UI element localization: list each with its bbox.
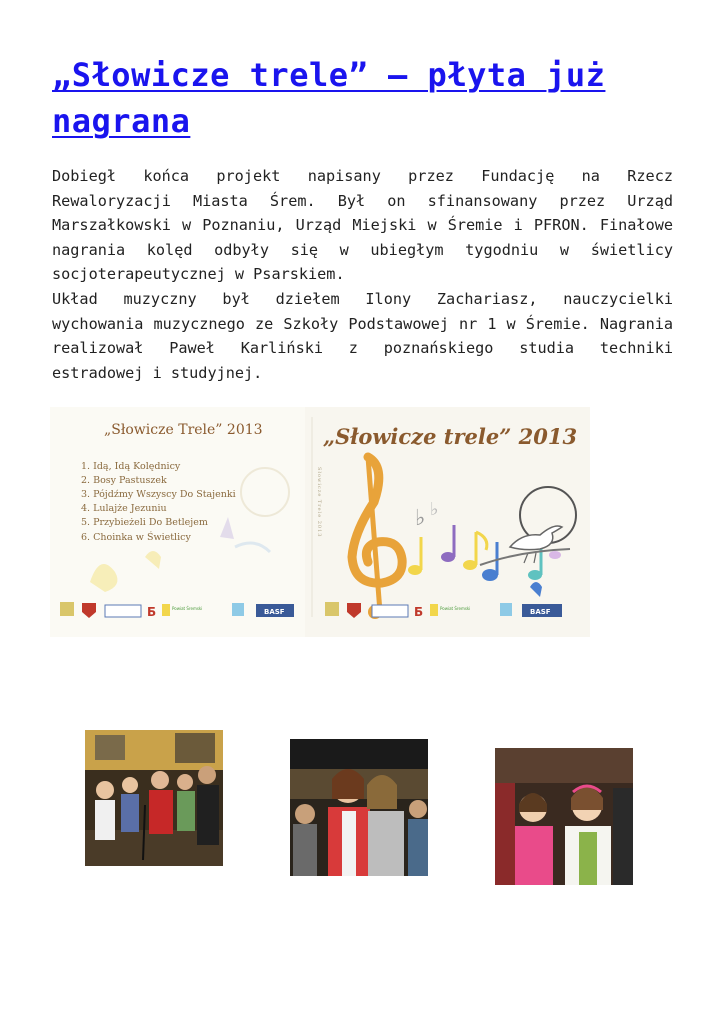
svg-text:Б: Б	[147, 605, 157, 619]
cd-spine-text: Słowicze Trele 2013	[316, 467, 322, 538]
track-6: 6. Choinka w Świetlicy	[81, 532, 191, 543]
two-girls-photo	[290, 739, 428, 876]
cd-cover-image	[50, 407, 590, 637]
logo-powiat-back: Powiat Śremski	[172, 606, 203, 611]
cd-front-title: „Słowicze trele” 2013	[323, 424, 578, 449]
two-girls-smiling-photo	[495, 748, 633, 885]
track-4: 4. Lulajże Jezuniu	[81, 503, 167, 514]
article-body	[52, 164, 673, 385]
article-title-link[interactable]: „Słowicze trele” – płyta już nagrana	[52, 56, 606, 140]
svg-text:♭: ♭	[430, 499, 439, 520]
children-group-photo	[85, 730, 223, 866]
logo-basf-back: BASF	[264, 608, 285, 616]
article-paragraph-2: Układ muzyczny był dziełem Ilony Zachariasz, nauczycielki wychowania muzycznego ze Szkoły Podstawowej nr 1 w Śremie. Nagrania realizował Paweł Karliński z poznańskiego studia techniki estradowej i studyjnej.	[52, 289, 673, 382]
track-5: 5. Przybieżeli Do Betlejem	[81, 517, 208, 528]
cd-back-title: „Słowicze Trele” 2013	[104, 422, 263, 438]
svg-text:♭: ♭	[415, 506, 426, 531]
track-1: 1. Idą, Idą Kolędnicy	[81, 461, 181, 472]
logo-powiat-front: Powiat Śremski	[440, 606, 471, 611]
track-2: 2. Bosy Pastuszek	[81, 475, 167, 486]
logo-basf-front: BASF	[530, 608, 551, 616]
svg-text:Б: Б	[414, 605, 424, 619]
article-paragraph-1: Dobiegł końca projekt napisany przez Fundację na Rzecz Rewaloryzacji Miasta Śrem. Był on sfinansowany przez Urząd Marszałkowski w Poznaniu, Urząd Miejski w Śremie i PFRON. Finałowe nagrania kolęd odbyły się w ubiegłym tygodniu w świetlicy socjoterapeutycznej w Psarskiem.	[52, 167, 673, 284]
track-3: 3. Pójdźmy Wszyscy Do Stajenki	[81, 489, 236, 500]
